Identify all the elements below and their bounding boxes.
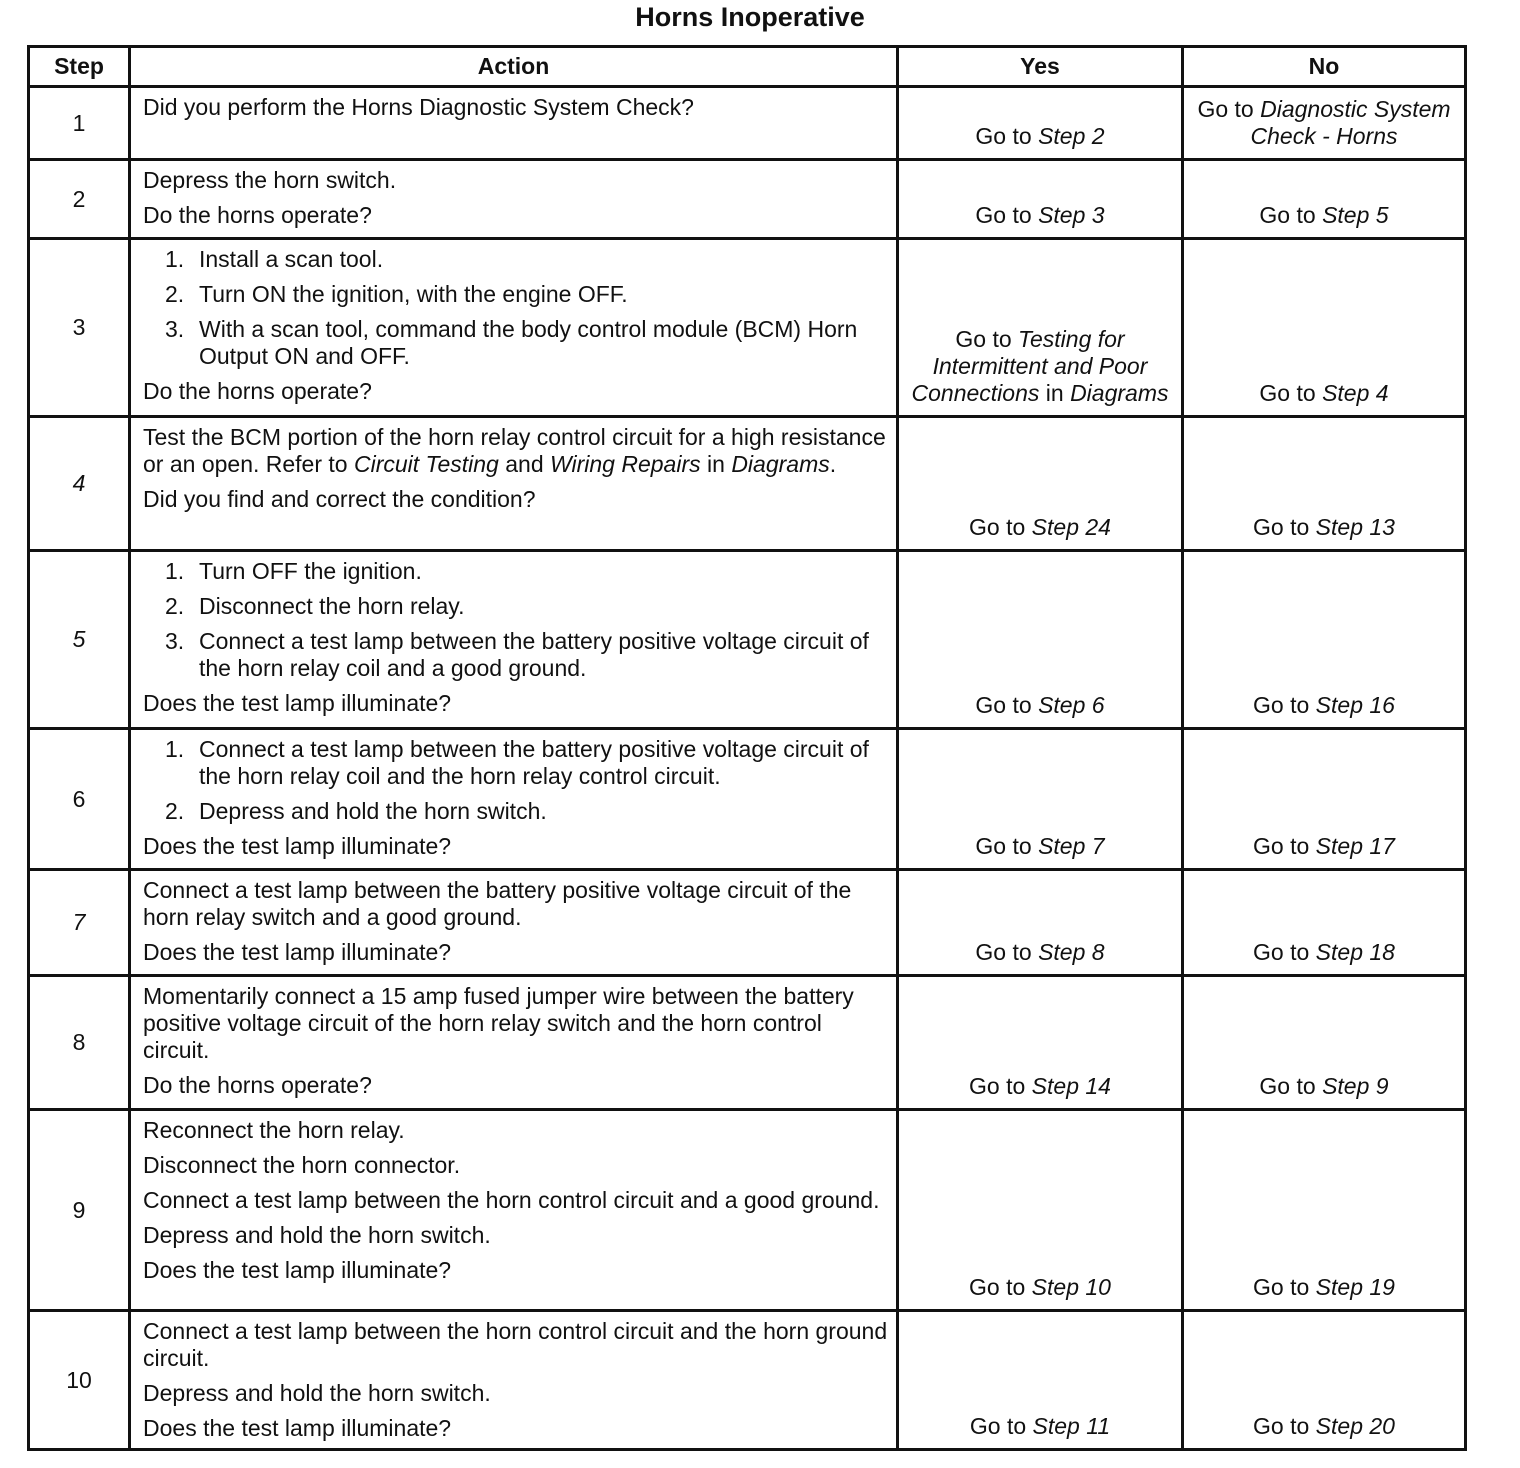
action-cell <box>130 870 898 976</box>
action-cell <box>130 976 898 1110</box>
italic-reference: Step 10 <box>1031 1274 1111 1300</box>
text-span: Connect a test lamp between the horn control circuit and the horn ground circuit. <box>143 1318 888 1371</box>
text-span: Did you find and correct the condition? <box>143 486 536 512</box>
list-number: 2. <box>165 281 185 307</box>
action-list-item <box>143 798 888 825</box>
text-span: Depress the horn switch. <box>143 167 397 193</box>
text-span: Reconnect the horn relay. <box>143 1117 405 1143</box>
italic-reference: Step 19 <box>1315 1274 1395 1300</box>
yes-cell <box>898 239 1183 417</box>
action-text <box>143 1072 888 1099</box>
action-text <box>143 424 888 478</box>
step-number: 7 <box>29 870 130 976</box>
text-span: Do the horns operate? <box>143 202 372 228</box>
list-number: 3. <box>165 316 185 342</box>
text-span: With a scan tool, command the body control module (BCM) Horn Output ON and OFF. <box>199 316 858 369</box>
text-span: Go to <box>969 1413 1033 1439</box>
no-cell <box>1183 417 1466 551</box>
text-span: Does the test lamp illuminate? <box>143 690 452 716</box>
step-number: 8 <box>29 976 130 1110</box>
list-number: 3. <box>165 628 185 654</box>
italic-reference: Circuit Testing <box>353 451 499 477</box>
list-text <box>199 798 888 825</box>
step-number: 4 <box>29 417 130 551</box>
yes-cell <box>898 1311 1183 1450</box>
yes-cell <box>898 551 1183 729</box>
table-row <box>29 551 1466 729</box>
text-span: Go to <box>1253 833 1316 859</box>
action-list-item <box>143 558 888 585</box>
action-text <box>143 378 888 405</box>
italic-reference: Diagnostic System Check - Horns <box>1250 96 1451 149</box>
action-cell <box>130 729 898 870</box>
step-number: 9 <box>29 1110 130 1311</box>
yes-cell <box>898 160 1183 239</box>
text-span: Go to <box>1197 96 1261 122</box>
table-row <box>29 1110 1466 1311</box>
text-span: Go to <box>1253 1413 1316 1439</box>
table-row <box>29 870 1466 976</box>
text-span: . <box>829 451 837 477</box>
text-span: Go to <box>969 514 1032 540</box>
step-number: 10 <box>29 1311 130 1450</box>
italic-reference: Diagrams <box>1070 380 1169 406</box>
action-list-item <box>143 281 888 308</box>
table-row <box>29 417 1466 551</box>
text-span: Go to <box>975 202 1039 228</box>
action-cell <box>130 1311 898 1450</box>
action-text <box>143 1415 888 1442</box>
action-text <box>143 1117 888 1144</box>
italic-reference: Step 18 <box>1315 939 1395 965</box>
text-span: and <box>498 451 550 477</box>
text-span: Go to <box>1253 692 1316 718</box>
text-span: Go to <box>1253 939 1316 965</box>
action-cell <box>130 160 898 239</box>
no-cell <box>1183 976 1466 1110</box>
no-cell <box>1183 160 1466 239</box>
action-text <box>143 983 888 1064</box>
text-span: Go to <box>1253 514 1316 540</box>
yes-cell <box>898 87 1183 160</box>
text-span: Go to <box>1253 1274 1316 1300</box>
action-cell <box>130 1110 898 1311</box>
no-cell <box>1183 1110 1466 1311</box>
action-cell <box>130 87 898 160</box>
italic-reference: Testing for Intermittent and Poor Connections <box>911 326 1148 406</box>
text-span: Connect a test lamp between the battery positive voltage circuit of the horn relay switch and a good ground. <box>143 877 852 930</box>
step-number: 1 <box>29 87 130 160</box>
text-span: Do the horns operate? <box>143 1072 372 1098</box>
no-cell <box>1183 87 1466 160</box>
action-text <box>143 690 888 717</box>
action-text <box>143 1187 888 1214</box>
action-list-item <box>143 316 888 370</box>
text-span: Depress and hold the horn switch. <box>143 1380 491 1406</box>
yes-cell <box>898 1110 1183 1311</box>
text-span: Go to <box>975 692 1039 718</box>
action-list-item <box>143 593 888 620</box>
page-title: Horns Inoperative <box>635 2 865 32</box>
italic-reference: Step 8 <box>1038 939 1105 965</box>
italic-reference: Step 24 <box>1031 514 1111 540</box>
text-span: Does the test lamp illuminate? <box>143 833 452 859</box>
yes-cell <box>898 870 1183 976</box>
table-row <box>29 976 1466 1110</box>
text-span: in <box>700 451 732 477</box>
text-span: Install a scan tool. <box>199 246 384 272</box>
text-span: Go to <box>969 1073 1032 1099</box>
no-cell <box>1183 729 1466 870</box>
text-span: in <box>1039 380 1071 406</box>
text-span: Depress and hold the horn switch. <box>199 798 547 824</box>
italic-reference: Step 5 <box>1322 202 1389 228</box>
list-number: 2. <box>165 593 185 619</box>
text-span: Connect a test lamp between the battery positive voltage circuit of the horn relay coil and a good ground. <box>199 628 869 681</box>
list-text <box>199 558 888 585</box>
text-span: Connect a test lamp between the battery positive voltage circuit of the horn relay coil and the horn relay control circuit. <box>199 736 869 789</box>
header-no: No <box>1183 47 1466 87</box>
action-text <box>143 833 888 860</box>
step-number: 6 <box>29 729 130 870</box>
action-list-item <box>143 628 888 682</box>
table-row <box>29 239 1466 417</box>
italic-reference: Step 2 <box>1038 123 1105 149</box>
action-text <box>143 202 888 229</box>
header-yes: Yes <box>898 47 1183 87</box>
action-text <box>143 167 888 194</box>
yes-cell <box>898 417 1183 551</box>
text-span: Go to <box>975 123 1039 149</box>
text-span: Does the test lamp illuminate? <box>143 1257 452 1283</box>
table-row <box>29 1311 1466 1450</box>
list-number: 1. <box>165 246 185 272</box>
italic-reference: Step 7 <box>1038 833 1105 859</box>
text-span: Do the horns operate? <box>143 378 372 404</box>
action-text <box>143 1318 888 1372</box>
italic-reference: Step 6 <box>1038 692 1105 718</box>
text-span: Did you perform the Horns Diagnostic System Check? <box>143 94 694 120</box>
italic-reference: Diagrams <box>731 451 830 477</box>
header-action: Action <box>130 47 898 87</box>
action-list-item <box>143 736 888 790</box>
italic-reference: Step 3 <box>1038 202 1105 228</box>
yes-cell <box>898 976 1183 1110</box>
text-span: Go to <box>1259 380 1323 406</box>
italic-reference: Wiring Repairs <box>550 451 701 477</box>
action-cell <box>130 417 898 551</box>
italic-reference: Step 13 <box>1315 514 1395 540</box>
action-text <box>143 877 888 931</box>
italic-reference: Step 16 <box>1315 692 1395 718</box>
action-text <box>143 94 888 121</box>
text-span: Go to <box>975 939 1039 965</box>
header-row <box>29 47 1466 87</box>
text-span: Does the test lamp illuminate? <box>143 939 452 965</box>
action-list-item <box>143 246 888 273</box>
action-text <box>143 1257 888 1284</box>
text-span: Depress and hold the horn switch. <box>143 1222 491 1248</box>
diagnostic-table <box>27 45 1467 1451</box>
header-step: Step <box>29 47 130 87</box>
list-text <box>199 593 888 620</box>
no-cell <box>1183 1311 1466 1450</box>
list-text <box>199 316 888 370</box>
step-number: 5 <box>29 551 130 729</box>
list-number: 2. <box>165 798 185 824</box>
text-span: Connect a test lamp between the horn control circuit and a good ground. <box>143 1187 880 1213</box>
no-cell <box>1183 239 1466 417</box>
text-span: Turn ON the ignition, with the engine OFF. <box>199 281 628 307</box>
action-cell <box>130 239 898 417</box>
list-text <box>199 246 888 273</box>
yes-cell <box>898 729 1183 870</box>
table-row <box>29 160 1466 239</box>
step-number: 2 <box>29 160 130 239</box>
text-span: Test the BCM portion of the horn relay control circuit for a high resistance or an open. Refer to <box>143 424 886 477</box>
list-number: 1. <box>165 736 185 762</box>
list-number: 1. <box>165 558 185 584</box>
text-span: Go to <box>975 833 1039 859</box>
text-span: Go to <box>969 1274 1032 1300</box>
italic-reference: Step 20 <box>1315 1413 1395 1439</box>
action-text <box>143 939 888 966</box>
list-text <box>199 736 888 790</box>
text-span: Does the test lamp illuminate? <box>143 1415 452 1441</box>
text-span: Momentarily connect a 15 amp fused jumper wire between the battery positive voltage circuit of the horn relay switch and the horn control circuit. <box>143 983 854 1063</box>
list-text <box>199 281 888 308</box>
text-span: Turn OFF the ignition. <box>199 558 422 584</box>
step-number: 3 <box>29 239 130 417</box>
italic-reference: Step 14 <box>1031 1073 1111 1099</box>
table-row <box>29 87 1466 160</box>
text-span: Disconnect the horn relay. <box>199 593 465 619</box>
action-cell <box>130 551 898 729</box>
action-text <box>143 1222 888 1249</box>
italic-reference: Step 11 <box>1032 1413 1111 1439</box>
text-span: Disconnect the horn connector. <box>143 1152 461 1178</box>
list-text <box>199 628 888 682</box>
no-cell <box>1183 870 1466 976</box>
text-span: Go to <box>955 326 1019 352</box>
text-span: Go to <box>1259 202 1323 228</box>
italic-reference: Step 9 <box>1322 1073 1389 1099</box>
table-row <box>29 729 1466 870</box>
italic-reference: Step 4 <box>1322 380 1389 406</box>
action-text <box>143 1152 888 1179</box>
italic-reference: Step 17 <box>1315 833 1395 859</box>
action-text <box>143 486 888 513</box>
text-span: Go to <box>1259 1073 1323 1099</box>
action-text <box>143 1380 888 1407</box>
no-cell <box>1183 551 1466 729</box>
